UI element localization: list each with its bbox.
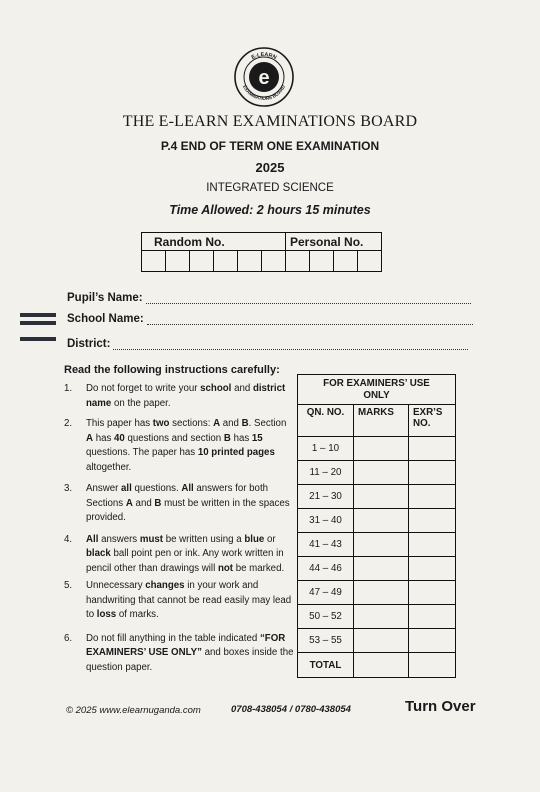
district-field[interactable]	[67, 338, 468, 350]
question-range: 50 – 52	[298, 605, 354, 629]
instruction-text	[86, 632, 296, 676]
total-label: TOTAL	[298, 653, 354, 678]
personal-no-label: Personal No.	[286, 233, 382, 251]
instruction-text-run: Answer	[86, 483, 121, 494]
examiner-number-cell	[409, 533, 456, 557]
instruction-bold-text: All	[86, 533, 99, 545]
instruction-bold-text: A	[125, 497, 133, 509]
marks-cell	[354, 533, 409, 557]
instruction-bold-text: all	[121, 483, 132, 494]
instruction-text-run: questions and section	[124, 432, 224, 444]
instruction-bold-text: changes	[145, 580, 185, 591]
examiners-table-row	[298, 461, 456, 485]
personal-no-box[interactable]	[310, 251, 334, 272]
question-range: 11 – 20	[298, 461, 354, 485]
instruction-bold-text: must	[139, 533, 164, 545]
instruction-text-run: This paper has	[86, 418, 153, 429]
instruction-text	[86, 482, 296, 526]
examiners-table-row	[298, 605, 456, 629]
question-range: 41 – 43	[298, 533, 354, 557]
instruction-number: 3.	[64, 483, 73, 494]
pupil-name-label: Pupil’s Name:	[67, 292, 143, 304]
instruction-bold-text: “FOR EXAMINERS’ USE ONLY”	[86, 632, 286, 658]
examiner-number-cell	[409, 605, 456, 629]
phone-numbers: 0708-438054 / 0780-438054	[231, 704, 351, 715]
examiners-table-row	[298, 437, 456, 461]
instruction-text-run: and	[231, 383, 253, 394]
question-range: 47 – 49	[298, 581, 354, 605]
instruction-text-run: altogether.	[86, 461, 132, 473]
scan-mark	[20, 321, 56, 325]
instruction-text-run: . Section	[248, 418, 287, 429]
instruction-text-run: of marks.	[116, 609, 159, 620]
instruction-text-run: and	[132, 497, 155, 509]
exam-title: P.4 END OF TERM ONE EXAMINATION	[160, 139, 380, 153]
question-range: 53 – 55	[298, 629, 354, 653]
total-marks-cell	[354, 653, 409, 678]
instruction-bold-text: 15	[251, 432, 263, 444]
random-no-box[interactable]	[262, 251, 286, 272]
svg-text:E-LEARN	[251, 52, 278, 61]
instruction-text-run: or	[264, 533, 276, 545]
number-box	[141, 232, 382, 272]
examiners-table-row	[298, 485, 456, 509]
time-allowed: Time Allowed: 2 hours 15 minutes	[169, 203, 371, 217]
instruction-number: 5.	[64, 580, 73, 591]
instruction-text	[86, 579, 296, 623]
examiner-number-cell	[409, 461, 456, 485]
examiners-table-row	[298, 629, 456, 653]
instruction-item	[64, 417, 296, 475]
instruction-number: 2.	[64, 418, 73, 429]
instruction-bold-text: black	[86, 548, 111, 559]
instruction-text-run: answers	[98, 533, 140, 545]
instruction-text	[86, 417, 296, 475]
scan-mark	[20, 313, 56, 317]
examiners-table-row	[298, 557, 456, 581]
instruction-text-run: in your work and handwriting that cannot be read easily may lead to	[86, 580, 292, 620]
instruction-text-run: questions. The paper has	[86, 447, 198, 458]
personal-no-box[interactable]	[286, 251, 310, 272]
instruction-text-run: has	[93, 432, 115, 444]
marks-cell	[354, 509, 409, 533]
marks-cell	[354, 437, 409, 461]
pupil-name-line[interactable]	[146, 293, 471, 304]
instruction-bold-text: 10 printed pages	[197, 447, 275, 458]
instruction-text-run: on the paper.	[111, 397, 171, 409]
random-no-box[interactable]	[166, 251, 190, 272]
instruction-text-run: Do not fill anything in the table indicated	[86, 632, 260, 644]
instruction-text-run: Unnecessary	[86, 580, 146, 591]
instructions-list	[64, 382, 296, 675]
district-label: District:	[67, 338, 111, 350]
subject-title: INTEGRATED SCIENCE	[206, 182, 334, 194]
examiner-number-cell	[409, 437, 456, 461]
personal-no-box[interactable]	[358, 251, 382, 272]
instruction-text-run: questions.	[131, 483, 182, 494]
examiner-number-cell	[409, 557, 456, 581]
marks-cell	[354, 581, 409, 605]
instruction-text-run: sections:	[169, 418, 214, 429]
question-range: 31 – 40	[298, 509, 354, 533]
district-line[interactable]	[113, 339, 468, 350]
col-marks-header: MARKS	[354, 405, 409, 437]
instruction-bold-text: district name	[86, 383, 286, 409]
instruction-number: 1.	[64, 383, 73, 394]
instruction-number: 6.	[64, 632, 73, 644]
elearn-logo	[233, 46, 295, 108]
examiner-number-cell	[409, 629, 456, 653]
question-range: 44 – 46	[298, 557, 354, 581]
school-name-line[interactable]	[147, 314, 473, 325]
instruction-item	[64, 533, 296, 577]
question-range: 21 – 30	[298, 485, 354, 509]
random-no-box[interactable]	[142, 251, 166, 272]
examiners-table-row	[298, 509, 456, 533]
instruction-bold-text: A	[86, 432, 93, 444]
instruction-bold-text: A	[213, 418, 221, 429]
board-title: THE E-LEARN EXAMINATIONS BOARD	[122, 113, 418, 130]
instruction-text-run: must be written in the spaces provided.	[86, 497, 290, 523]
logo-top-text: E-LEARN	[250, 51, 278, 62]
examiners-table-row	[298, 581, 456, 605]
examiner-number-cell	[409, 581, 456, 605]
question-range: 1 – 10	[298, 437, 354, 461]
instruction-bold-text: loss	[96, 609, 117, 620]
instruction-bold-text: B	[241, 418, 249, 429]
marks-cell	[354, 485, 409, 509]
website: © 2025 www.elearnuganda.com	[66, 705, 201, 716]
logo-letter: e	[258, 67, 270, 89]
logo-bottom-text: EXAMINATIONS BOARD	[241, 84, 287, 102]
instruction-item	[64, 382, 296, 411]
instruction-text	[86, 533, 296, 577]
pupil-name-field[interactable]	[67, 292, 471, 304]
instruction-text-run: Do not forget to write your	[86, 383, 201, 394]
instruction-text-run: be marked.	[233, 562, 285, 574]
instruction-number: 4.	[64, 533, 73, 545]
instruction-text-run: answers for both Sections	[86, 483, 269, 509]
marks-cell	[354, 461, 409, 485]
instruction-bold-text: All	[181, 483, 194, 494]
marks-cell	[354, 557, 409, 581]
instruction-item	[64, 632, 296, 676]
instructions-title: Read the following instructions carefully:	[64, 364, 280, 376]
personal-no-box[interactable]	[334, 251, 358, 272]
random-no-box[interactable]	[238, 251, 262, 272]
col-qn-header: QN. NO.	[298, 405, 354, 437]
random-no-box[interactable]	[214, 251, 238, 272]
examiners-table-row	[298, 533, 456, 557]
examiner-number-cell	[409, 509, 456, 533]
random-no-box[interactable]	[190, 251, 214, 272]
instruction-bold-text: B	[223, 432, 231, 444]
instruction-bold-text: school	[200, 383, 232, 394]
exam-year: 2025	[255, 160, 285, 175]
col-exr-header: EXR’S NO.	[409, 405, 456, 437]
instruction-bold-text: two	[152, 418, 170, 429]
marks-cell	[354, 605, 409, 629]
examiners-table	[297, 374, 456, 678]
random-no-label: Random No.	[142, 233, 286, 251]
instruction-item	[64, 482, 296, 526]
scan-mark	[20, 337, 56, 341]
instruction-text-run: and	[220, 418, 242, 429]
instruction-bold-text: B	[154, 497, 162, 509]
examiner-number-cell	[409, 485, 456, 509]
school-name-label: School Name:	[67, 313, 144, 325]
instruction-text-run: has	[230, 432, 252, 444]
examiners-table-caption: FOR EXAMINERS’ USE ONLY	[298, 375, 456, 405]
marks-cell	[354, 629, 409, 653]
instruction-text-run: be written using a	[163, 533, 245, 545]
instruction-item	[64, 579, 296, 623]
instruction-text	[86, 382, 296, 411]
instruction-bold-text: not	[217, 562, 233, 574]
total-exr-cell	[409, 653, 456, 678]
instruction-text-run: and boxes inside the question paper.	[86, 647, 294, 673]
school-name-field[interactable]	[67, 313, 473, 325]
instruction-bold-text: blue	[244, 533, 265, 545]
instruction-text-run: ball point pen or ink. Any work written in pencil other than drawings will	[86, 548, 284, 574]
instruction-bold-text: 40	[114, 432, 125, 444]
turn-over-label: Turn Over	[405, 698, 476, 715]
